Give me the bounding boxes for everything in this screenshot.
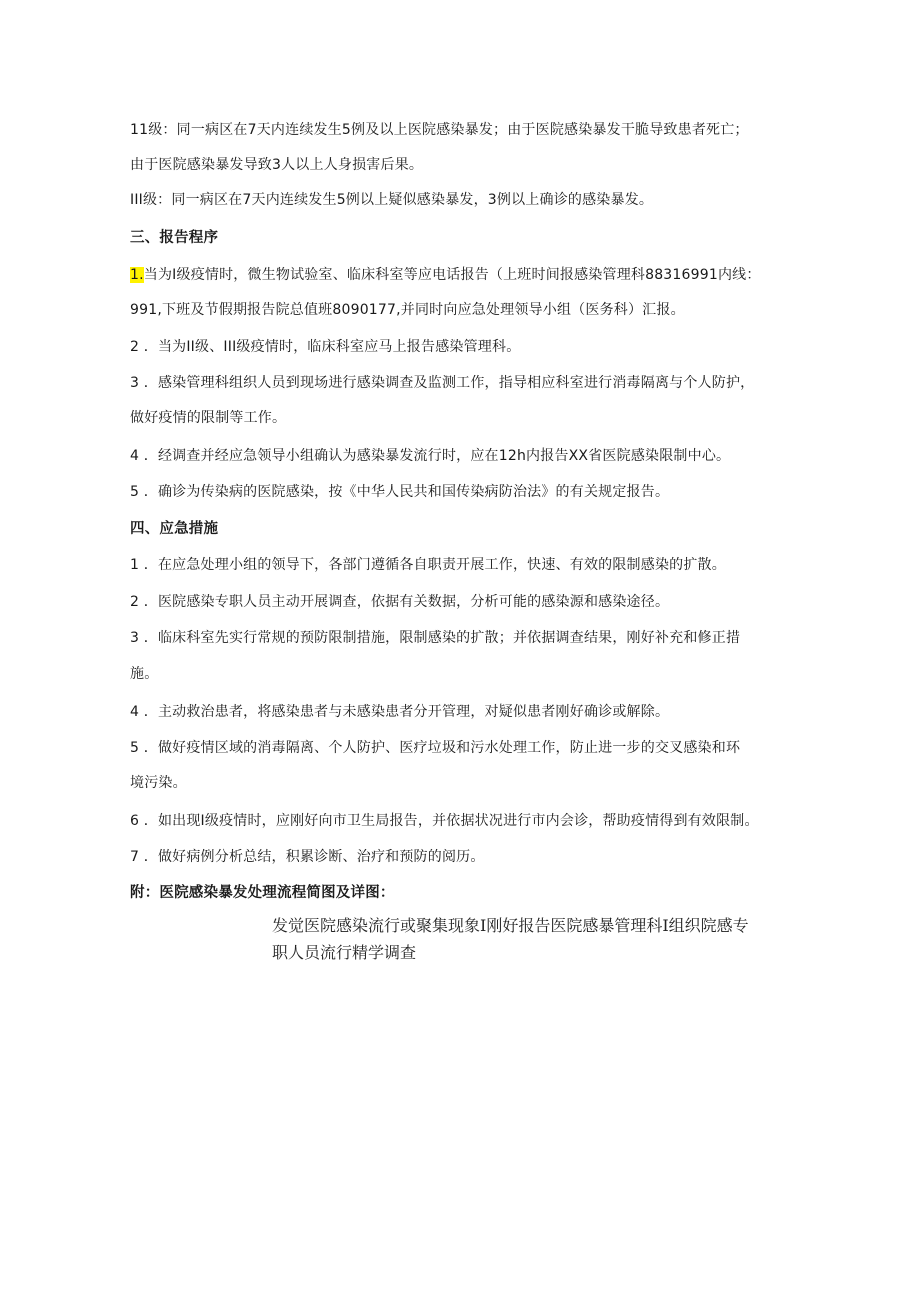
text-line: 7 ．做好病例分析总结，积累诊断、治疗和预防的阅历。 — [130, 849, 485, 865]
text-line: 6 ．如出现I级疫情时，应刚好向市卫生局报告，并依据状况进行市内会诊，帮助疫情得到有效限制。 — [130, 813, 759, 829]
text-line: 5 ．做好疫情区域的消毒隔离、个人防护、医疗垃圾和污水处理工作，防止进一步的交叉感染和环 — [130, 740, 741, 756]
section-heading-emergency: 四、应急措施 — [130, 521, 219, 537]
text-line: 2 ．医院感染专职人员主动开展调查，依据有关数据，分析可能的感染源和感染途径。 — [130, 594, 670, 610]
flowchart-text-line: 职人员流行精学调查 — [272, 943, 417, 962]
text-line: 境污染。 — [130, 775, 187, 791]
text-line: 3 ．感染管理科组织人员到现场进行感染调查及监测工作，指导相应科室进行消毒隔离与个人防护， — [130, 375, 755, 391]
text-line: 4 ．主动救治患者，将感染患者与未感染患者分开管理，对疑似患者刚好确诊或解除。 — [130, 704, 670, 720]
text-line: III级：同一病区在7天内连续发生5例以上疑似感染暴发，3例以上确诊的感染暴发。 — [130, 192, 654, 208]
text-line: 11级：同一病区在7天内连续发生5例及以上医院感染暴发；由于医院感染暴发干脆导致患者死亡； — [130, 122, 749, 138]
text-line: 991,下班及节假期报告院总值班8090177,并同时向应急处理领导小组（医务科）汇报。 — [130, 302, 685, 318]
text-line-content: 当为I级疫情时，微生物试验室、临床科室等应电话报告（上班时间报感染管理科88316991内线： — [143, 267, 761, 283]
text-line: 5 ．确诊为传染病的医院感染，按《中华人民共和国传染病防治法》的有关规定报告。 — [130, 484, 670, 500]
text-line: 4 ．经调查并经应急领导小组确认为感染暴发流行时，应在12h内报告XX省医院感染限制中心。 — [130, 448, 731, 464]
text-line: 由于医院感染暴发导致3人以上人身损害后果。 — [130, 157, 424, 173]
text-line: 做好疫情的限制等工作。 — [130, 410, 287, 426]
text-line — [130, 265, 761, 285]
text-line: 2 ．当为II级、III级疫情时，临床科室应马上报告感染管理科。 — [130, 339, 521, 355]
flowchart-text-line: 发觉医院感染流行或聚集现象I刚好报告医院感暴管理科I组织院感专 — [272, 916, 749, 935]
text-line: 施。 — [130, 666, 159, 682]
text-line: 1 ．在应急处理小组的领导下，各部门遵循各自职责开展工作，快速、有效的限制感染的扩散。 — [130, 557, 726, 573]
text-line: 3 ．临床科室先实行常规的预防限制措施，限制感染的扩散；并依据调查结果，刚好补充和修正措 — [130, 630, 741, 646]
section-heading-reporting: 三、报告程序 — [130, 230, 219, 246]
highlighted-number: 1. — [130, 267, 144, 283]
appendix-heading: 附：医院感染暴发处理流程简图及详图： — [130, 885, 395, 901]
